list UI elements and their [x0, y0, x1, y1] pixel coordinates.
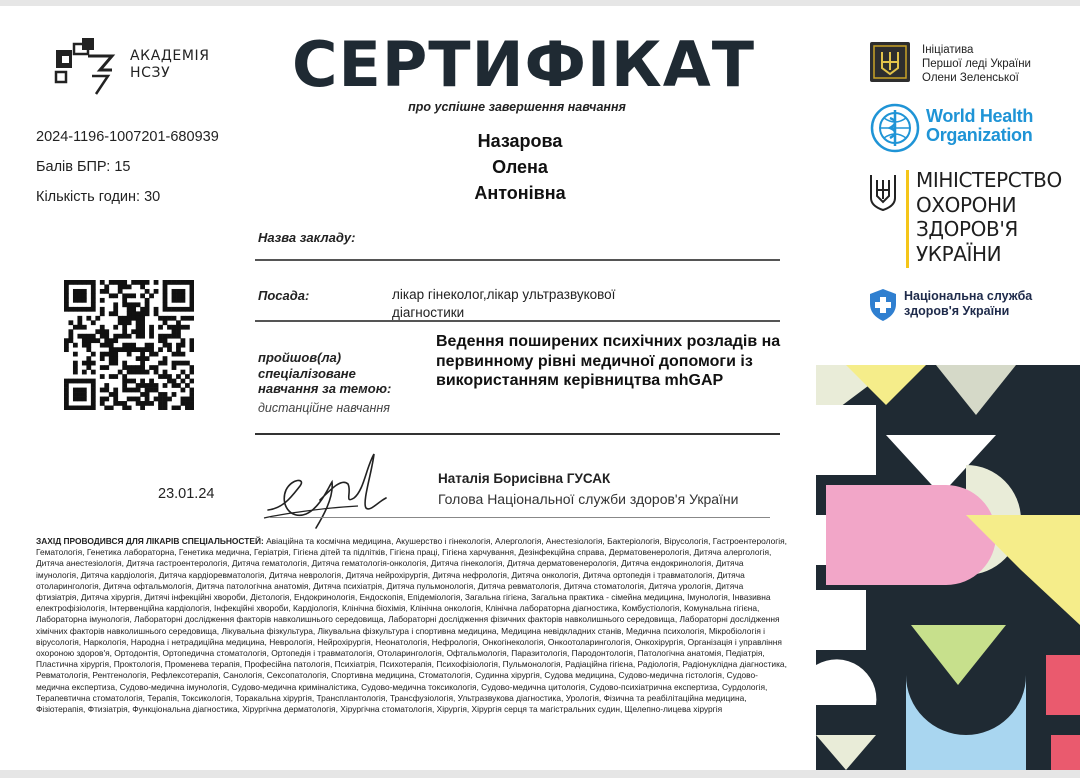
- specialties-heading: ЗАХІД ПРОВОДИВСЯ ДЛЯ ЛІКАРІВ СПЕЦІАЛЬНОСТЕЙ:: [36, 536, 264, 546]
- position-label: Посада:: [258, 288, 310, 303]
- academy-logo-line2: НСЗУ: [130, 65, 171, 81]
- divider-line: [255, 320, 780, 322]
- hours-count: Кількість годин: 30: [36, 189, 161, 205]
- initiative-line1: Ініціатива: [922, 44, 974, 56]
- academy-logo-line1: АКАДЕМІЯ: [130, 48, 210, 64]
- first-lady-initiative-logo: [870, 42, 1050, 86]
- signer-role: Голова Національної служби здоров'я України: [438, 491, 739, 507]
- training-mode: дистанційне навчання: [258, 401, 390, 415]
- who-line2: Organization: [926, 125, 1033, 145]
- certificate-subtitle: про успішне завершення навчання: [408, 100, 626, 114]
- ministry-text: [916, 168, 1062, 266]
- signature-line: [270, 517, 770, 518]
- coat-of-arms-icon: [868, 172, 898, 212]
- academy-logo: [52, 36, 212, 98]
- nszu-line1: Національна служба: [904, 289, 1033, 303]
- initiative-line2: Першої леді України: [922, 58, 1031, 70]
- specialties-text: Авіаційна та космічна медицина, Акушерство і гінекологія, Алергологія, Анестезіологія, Бактеріологія, Вірусологія, Гастроентерологія, Гематологія, Генетика лабораторна, Генетика медична, Геріатрія, Гігієна дітей та підлітків, Гігієна праці, Гігієна харчування, Дезінфекційна справа, Дерматовенерологія, Дитяча алергологія, Дитяча анестезіологія, Дитяча гастроентерологія, Дитяча гематологія, Дитяча гематологія-онкологія, Дитяча гінекологія, Дитяча дерматовенерологія, Дитяча ендокринологія, Дитяча імунологія, Дитяча кардіологія, Дитяча кардіоревматологія, Дитяча неврологія, Дитяча нейрохірургія, Дитяча нефрологія, Дитяча онкологія, Дитяча ортопедія і травматологія, Дитяча отоларингологія, Дитяча офтальмологія, Дитяча патологічна анатомія, Дитяча психіатрія, Дитяча пульмонологія, Дитяча ревматологія, Дитяча стоматологія, Дитяча урологія, Дитяча фтизіатрія, Дитяча хірургія, Дитячі інфекційні хвороби, Дієтологія, Ендокринологія, Ендоскопія, Епідеміологія, Загальна гігієна, Загальна практика - сімейна медицина, Імунологія, Інвазивна електрофізіологія, Інтервенційна кардіологія, Інфекційні хвороби, Кардіологія, Клінічна біохімія, Клінічна онкологія, Клінічна лабораторна діагностика, Комбустіологія, Комунальна гігієна, Лабораторна імунологія, Лабораторні дослідження факторів навколишнього середовища, Лабораторні дослідження фізичних факторів навколишнього середовища, Лабораторні дослідження хімічних факторів навколишнього середовища, Лікувальна фізкультура, Лікувальна фізкультура і спортивна медицина, Медицина невідкладних станів, Медична психологія, Мікробіологія і вірусологія, Наркологія, Народна і нетрадиційна медицина, Неврологія, Нейрохірургія, Неонатологія, Нефрологія, Онкогінекологія, Онкоотоларингологія, Онкохірургія, Організація і управління охороною здоров'я, Ортодонтія, Ортопедична стоматологія, Ортопедія і травматологія, Отоларингологія, Офтальмологія, Паразитологія, Пародонтологія, Патологічна анатомія, Педіатрія, Пластична хірургія, Проктологія, Променева терапія, Професійна патологія, Психіатрія, Психотерапія, Психофізіологія, Пульмонологія, Радіаційна гігієна, Радіологія, Радіонуклідна діагностика, Ревматологія, Рентгенологія, Рефлексотерапія, Санологія, Сексопатологія, Спортивна медицина, Стоматологія, Судинна хірургія, Судова медицина, Судово-медична гістологія, Судово-медична експертиза, Судово-медична імунологія, Судово-медична криміналістика, Судово-медична токсикологія, Судово-медична цитологія, Судово-психіатрична експертиза, Сурдологія, Терапевтична стоматологія, Терапія, Токсикологія, Торакальна хірургія, Трансплантологія, Трансфузіологія, Ультразвукова діагностика, Урологія, Фізична та реабілітаційна медицина, Фізіотерапія, Фтизіатрія, Функціональна діагностика, Хірургічна дерматологія, Хірургічна стоматологія, Хірургія, Хірургія серця та магістральних судин, Щелепно-лицева хірургія: [36, 536, 788, 715]
- academy-logo-icon: [52, 36, 128, 98]
- ministry-accent-bar: [906, 170, 909, 268]
- certificate-title: СЕРТИФІКАТ: [292, 28, 755, 101]
- points-count: Балів БПР: 15: [36, 159, 131, 175]
- divider-line: [255, 433, 780, 435]
- ministry-line1: МІНІСТЕРСТВО: [916, 168, 1062, 192]
- nszu-logo: [868, 288, 1048, 324]
- ministry-line3: ЗДОРОВ'Я: [916, 217, 1018, 241]
- issue-date: 23.01.24: [158, 486, 215, 502]
- trident-emblem-icon: [870, 42, 910, 82]
- academy-logo-text: [130, 48, 210, 82]
- certificate-id: 2024-1196-1007201-680939: [36, 129, 219, 145]
- signer-name: Наталія Борисівна ГУСАК: [438, 471, 611, 486]
- recipient-middle-name: Антонівна: [474, 183, 566, 203]
- recipient-first-name: Олена: [492, 157, 548, 177]
- signature-image: [262, 448, 392, 534]
- training-label: пройшов(ла) спеціалізоване навчання за темою:: [258, 350, 392, 396]
- who-line1: World Health: [926, 106, 1034, 126]
- training-topic: Ведення поширених психічних розладів на первинному рівні медичної допомоги із використанням керівництва mhGAP: [436, 333, 781, 389]
- decorative-art-panel: [816, 365, 1080, 770]
- divider-line: [255, 259, 780, 261]
- bottom-strip: [0, 770, 1080, 778]
- ministry-line2: ОХОРОНИ: [916, 192, 1017, 217]
- initiative-line3: Олени Зеленської: [922, 72, 1019, 84]
- recipient-last-name: Назарова: [477, 131, 563, 151]
- ministry-line4: УКРАЇНИ: [916, 241, 1002, 266]
- initiative-text: [922, 43, 1031, 85]
- shield-cross-icon: [868, 288, 898, 322]
- institution-label: Назва закладу:: [258, 230, 356, 245]
- nszu-line2: здоров'я України: [904, 304, 1010, 318]
- qr-code[interactable]: [64, 280, 194, 410]
- who-text: [926, 107, 1033, 145]
- specialties-list: [36, 536, 788, 715]
- top-strip: [0, 0, 1080, 6]
- position-value: лікар гінеколог,лікар ультразвукової діагностики: [392, 287, 616, 320]
- ministry-of-health-logo: [868, 168, 1062, 270]
- who-emblem-icon: [868, 102, 922, 154]
- who-logo: [868, 102, 1038, 154]
- nszu-text: [904, 289, 1032, 319]
